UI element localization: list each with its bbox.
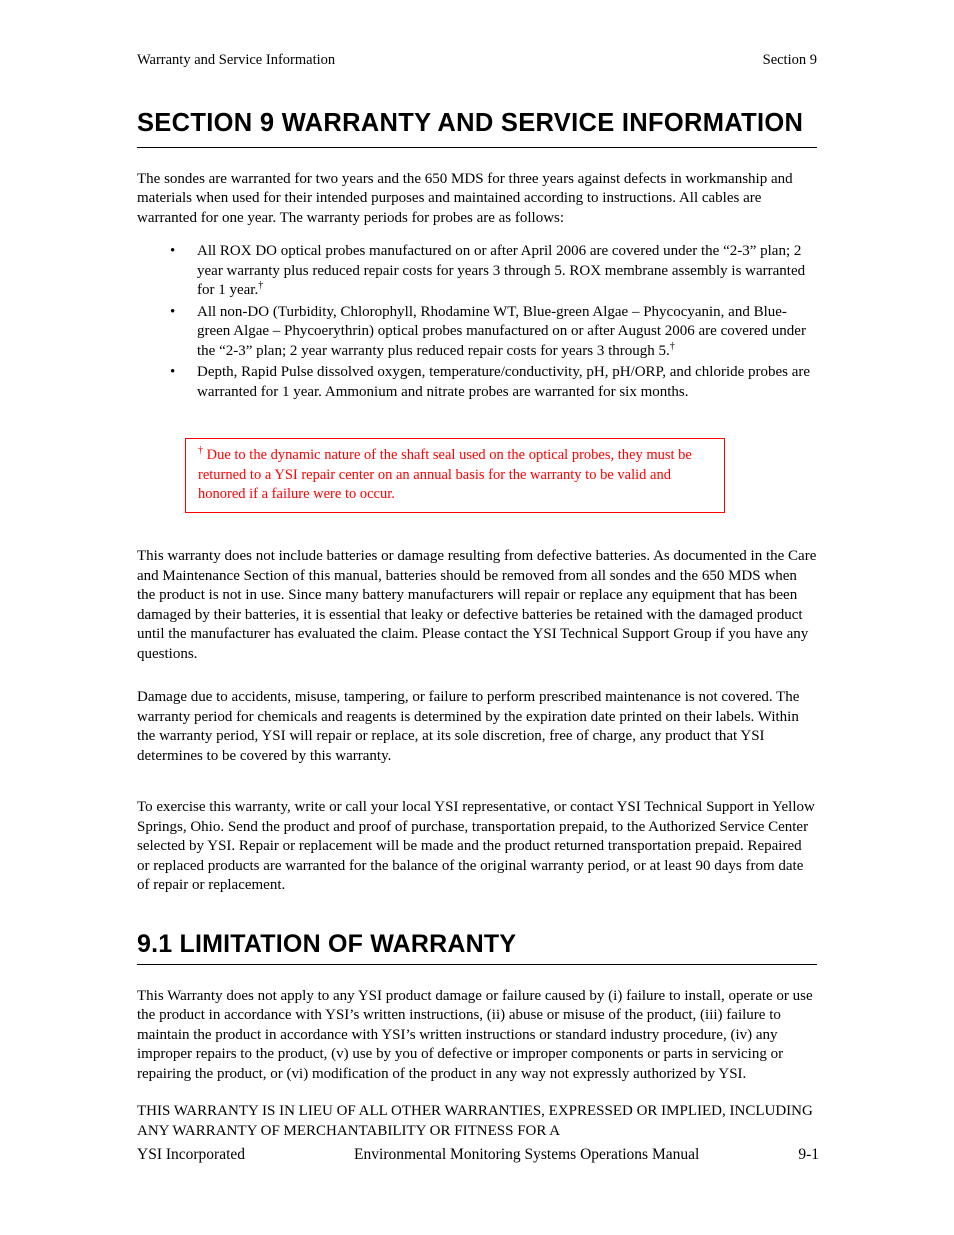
limitation-paragraph: This Warranty does not apply to any YSI product damage or failure caused by (i) failure to install, operate or use the product in accordance with YSI’s written instructions, (ii) abuse or misuse of the product, (iii) failure to maintain the product in accordance with YSI’s written instructions or standard industry procedure, (iv) any improper repairs to the product, (v) use by you of defective or improper components or parts in servicing or repairing the product, or (vi) modification of the product in any way not expressly authorized by YSI. xyxy=(137,987,813,1082)
footer-company: YSI Incorporated xyxy=(137,1146,246,1163)
list-item-text: All non-DO (Turbidity, Chlorophyll, Rhodamine WT, Blue-green Algae – Phycocyanin, and Blue-green Algae – Phycoerythrin) optical probes manufactured on or after August 2006 are covered under the “2-3” plan; 2 year warranty plus reduced repair costs for years 3 through 5. xyxy=(197,303,806,359)
probe-warranty-list xyxy=(137,242,817,402)
dagger-icon: † xyxy=(198,445,203,457)
list-item xyxy=(137,363,817,402)
header-left-text: Warranty and Service Information xyxy=(137,52,336,68)
page-footer xyxy=(137,1146,819,1164)
header-right-text: Section 9 xyxy=(762,52,817,68)
damage-exclusion-paragraph: Damage due to accidents, misuse, tampering, or failure to perform prescribed maintenance is not covered. The warranty period for chemicals and reagents is determined by the expiration date printed on their labels. Within the warranty period, YSI will repair or replace, at its sole discretion, free of charge, any product that YSI determines to be covered by this warranty. xyxy=(137,689,800,764)
dagger-icon: † xyxy=(258,280,264,292)
intro-paragraph: The sondes are warranted for two years and the 650 MDS for three years against defects in workmanship and materials when used for their intended purposes and maintained according to instructions. All cables are warranted for one year. The warranty periods for probes are as follows: xyxy=(137,170,793,226)
warranty-warning-box xyxy=(185,438,725,513)
bullet-icon: • xyxy=(170,303,176,320)
warning-text: Due to the dynamic nature of the shaft seal used on the optical probes, they must be returned to a YSI repair center on an annual basis for the warranty to be valid and honored if a failure were to occur. xyxy=(198,447,692,502)
running-header xyxy=(137,52,817,69)
dagger-icon: † xyxy=(669,340,675,352)
page-content xyxy=(137,52,817,1141)
disclaimer-paragraph: THIS WARRANTY IS IN LIEU OF ALL OTHER WARRANTIES, EXPRESSED OR IMPLIED, INCLUDING ANY WARRANTY OF MERCHANTABILITY OR FITNESS FOR A xyxy=(137,1103,813,1139)
bullet-icon: • xyxy=(170,364,176,381)
paragraph-spacer xyxy=(137,678,817,688)
subsection-heading-rule xyxy=(137,964,817,965)
footer-page-number: 9-1 xyxy=(798,1146,819,1163)
section-heading: SECTION 9 WARRANTY AND SERVICE INFORMATION xyxy=(137,109,804,137)
footer-manual-title: Environmental Monitoring Systems Operations Manual xyxy=(354,1146,700,1163)
list-item xyxy=(137,303,817,362)
bullet-icon: • xyxy=(170,243,176,260)
list-item-text: Depth, Rapid Pulse dissolved oxygen, temperature/conductivity, pH, pH/ORP, and chloride probes are warranted for 1 year. Ammonium and nitrate probes are warranted for six months. xyxy=(197,364,811,400)
exercise-warranty-paragraph: To exercise this warranty, write or call your local YSI representative, or contact YSI Technical Support in Yellow Springs, Ohio. Send the product and proof of purchase, transportation prepaid, to the Authorized Service Center selected by YSI. Repair or replacement will be made and the product returned transportation prepaid. Repaired or replaced products are warranted for the balance of the original warranty period, or at least 90 days from date of repair or replacement. xyxy=(137,799,815,894)
subsection-heading: 9.1 LIMITATION OF WARRANTY xyxy=(137,929,517,958)
warning-text-container xyxy=(198,446,714,504)
battery-warranty-paragraph: This warranty does not include batteries or damage resulting from defective batteries. As documented in the Care and Maintenance Section of this manual, batteries should be removed from all sondes and the 650 MDS when the product is not in use. Since many battery manufacturers will repair or replace any equipment that has been damaged by their batteries, it is essential that leaky or defective batteries be retained with the damaged product until the manufacturer has evaluated the claim. Please contact the YSI Technical Support Group if you have any questions. xyxy=(137,548,817,662)
list-item-text: All ROX DO optical probes manufactured on or after April 2006 are covered under the “2-3” plan; 2 year warranty plus reduced repair costs for years 3 through 5. ROX membrane assembly is warranted for 1 year. xyxy=(197,243,806,299)
list-item xyxy=(137,242,817,301)
section-heading-rule xyxy=(137,147,817,148)
paragraph-spacer xyxy=(137,780,817,798)
